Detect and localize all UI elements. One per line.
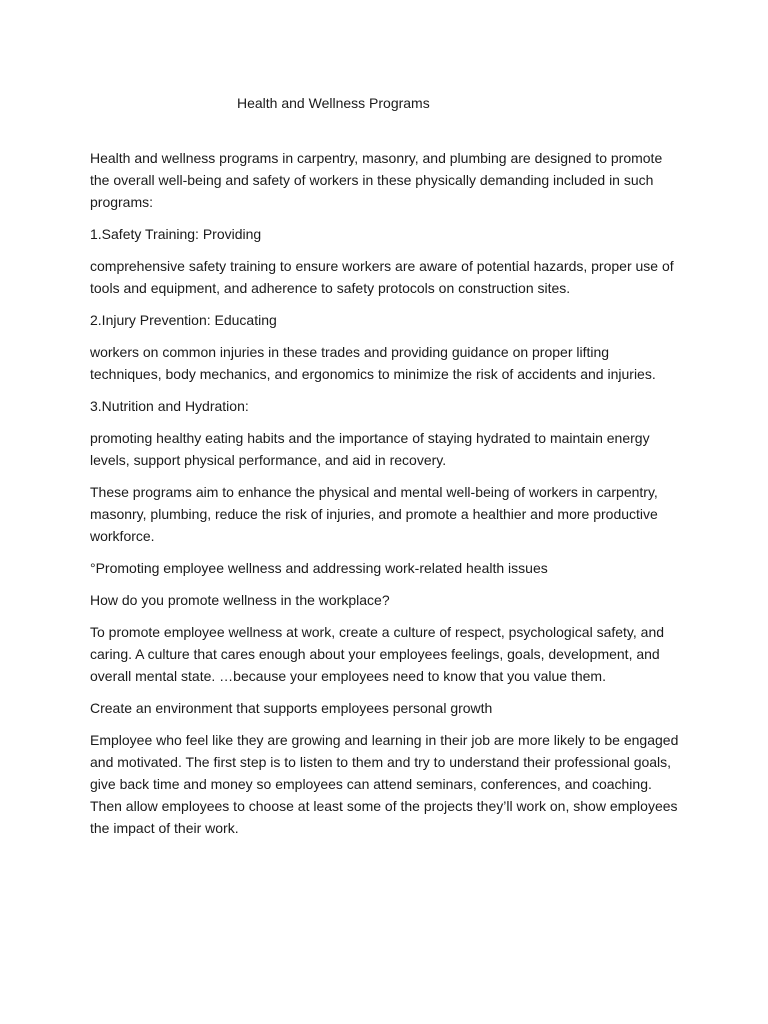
document-body (90, 147, 680, 849)
paragraph-personal-growth: Employee who feel like they are growing and learning in their job are more likely to be engaged and motivated. The first step is to listen to them and try to understand their professional goals, give back time and money so employees can attend seminars, conferences, and coaching. Then allow employees to choose at least some of the projects they’ll work on, show employees the impact of their work. (90, 732, 679, 836)
paragraph-injury-prevention: workers on common injuries in these trades and providing guidance on proper lifting techniques, body mechanics, and ergonomics to minimize the risk of accidents and injuries. (90, 344, 656, 382)
paragraph-programs-aim: These programs aim to enhance the physical and mental well-being of workers in carpentry, masonry, plumbing, reduce the risk of injuries, and promote a healthier and more productive workforce. (90, 484, 658, 544)
paragraph-heading-nutrition-hydration: 3.Nutrition and Hydration: (90, 398, 249, 414)
paragraph-intro: Health and wellness programs in carpentry, masonry, and plumbing are designed to promote the overall well-being and safety of workers in these physically demanding included in such programs: (90, 150, 663, 210)
document-title: Health and Wellness Programs (237, 95, 430, 111)
paragraph-safety-training: comprehensive safety training to ensure workers are aware of potential hazards, proper use of tools and equipment, and adherence to safety protocols on construction sites. (90, 258, 674, 296)
paragraph-question: How do you promote wellness in the workplace? (90, 592, 390, 608)
paragraph-heading-personal-growth: Create an environment that supports employees personal growth (90, 700, 493, 716)
paragraph-heading-safety-training: 1.Safety Training: Providing (90, 226, 262, 242)
paragraph-promoting-wellness: °Promoting employee wellness and addressing work-related health issues (90, 560, 548, 576)
paragraph-culture: To promote employee wellness at work, create a culture of respect, psychological safety, and caring. A culture that cares enough about your employees feelings, goals, development, and overall mental state. …because your employees need to know that you value them. (90, 624, 665, 684)
paragraph-nutrition-hydration: promoting healthy eating habits and the importance of staying hydrated to maintain energy levels, support physical performance, and aid in recovery. (90, 430, 650, 468)
paragraph-heading-injury-prevention: 2.Injury Prevention: Educating (90, 312, 277, 328)
